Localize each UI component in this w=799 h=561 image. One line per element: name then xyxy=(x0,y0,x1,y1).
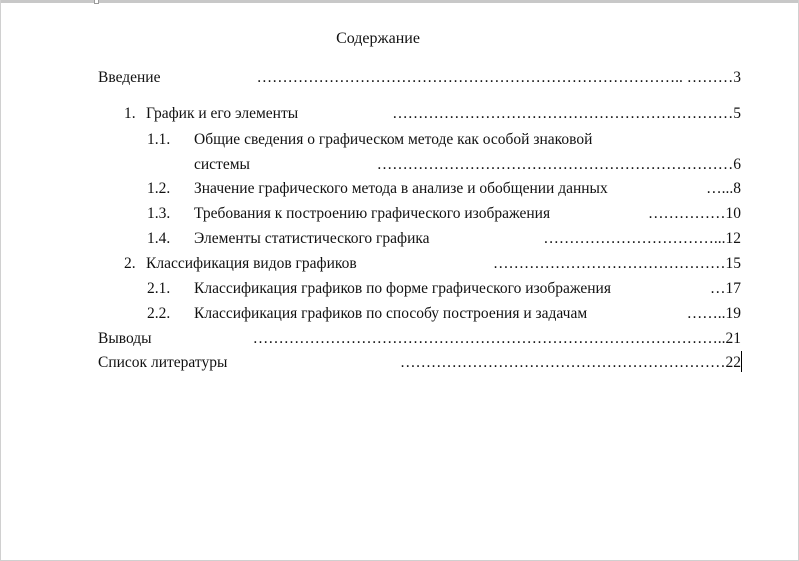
toc-leader: … xyxy=(710,280,726,297)
toc-label: Классификация видов графиков xyxy=(146,255,357,272)
toc-leader: ……………………………………………………… xyxy=(400,354,726,371)
toc-page-number: 3 xyxy=(733,69,741,86)
toc-page-number: 10 xyxy=(725,205,741,222)
toc-leader: ……………………………………………………………………….. ……… xyxy=(256,69,734,86)
ruler-strip xyxy=(0,0,799,3)
toc-leader-page xyxy=(702,177,741,201)
toc-leader-page xyxy=(487,227,741,251)
toc-entry-1-1 xyxy=(147,128,741,152)
toc-leader-page xyxy=(704,277,741,301)
toc-leader-page xyxy=(165,327,741,351)
text-cursor xyxy=(741,351,742,372)
toc-leader-page xyxy=(672,302,741,326)
toc-number: 1.1. xyxy=(147,131,171,148)
toc-entry-1-4 xyxy=(147,227,741,251)
toc-entry-references xyxy=(98,351,741,375)
toc-page-number: 6 xyxy=(733,156,741,173)
toc-entry-2-2 xyxy=(147,302,741,326)
indent-marker-icon[interactable] xyxy=(94,0,99,4)
toc-entry-2 xyxy=(124,252,741,276)
toc-page-number: 12 xyxy=(725,230,741,247)
toc-number: 1.3. xyxy=(147,205,171,222)
toc-number: 2.2. xyxy=(147,305,171,322)
toc-number: 2. xyxy=(124,255,136,272)
toc-page-number: 5 xyxy=(733,105,741,122)
toc-entry-intro xyxy=(98,66,741,90)
toc-label: Классификация графиков по форме графического изображения xyxy=(194,280,611,297)
toc-label: Значение графического метода в анализе и обобщении данных xyxy=(194,180,608,197)
toc-entry-conclusions xyxy=(98,327,741,351)
toc-leader: ………………………………………………………… xyxy=(392,105,734,122)
toc-label: Элементы статистического графика xyxy=(194,230,430,247)
toc-leader-page xyxy=(632,202,741,226)
toc-leader: ……………………………………… xyxy=(493,255,726,272)
toc-number: 1.2. xyxy=(147,180,171,197)
toc-page-number: 21 xyxy=(725,330,741,347)
toc-leader-page xyxy=(334,102,741,126)
toc-number: 1. xyxy=(124,105,136,122)
toc-page-number: 19 xyxy=(725,305,741,322)
toc-label: Общие сведения о графическом методе как особой знаковой xyxy=(194,131,593,148)
toc-number: 1.4. xyxy=(147,230,171,247)
toc-number: 2.1. xyxy=(147,280,171,297)
toc-leader: …….. xyxy=(686,305,726,322)
toc-entry-1 xyxy=(124,102,741,126)
page-border-left xyxy=(0,0,1,561)
toc-page-number: 22 xyxy=(725,354,741,371)
toc-leader: …... xyxy=(706,180,734,197)
toc-entry-2-1 xyxy=(147,277,741,301)
toc-leader: …………………………………………………………… xyxy=(376,156,734,173)
toc-leader-page xyxy=(410,252,741,276)
toc-page-number: 8 xyxy=(733,180,741,197)
toc-leader-page xyxy=(176,66,741,90)
toc-leader: …………… xyxy=(648,205,726,222)
toc-page-number: 15 xyxy=(725,255,741,272)
toc-entry-1-1-continuation xyxy=(194,153,741,177)
toc-leader-page xyxy=(256,351,741,375)
toc-leader: ……………………………………………………………………………….. xyxy=(252,330,726,347)
toc-leader-page xyxy=(264,153,741,177)
toc-label: Требования к построению графического изображения xyxy=(194,205,551,222)
toc-leader: ……………………………... xyxy=(543,230,726,247)
toc-title: Содержание xyxy=(336,30,420,47)
toc-label: Список литературы xyxy=(98,354,228,371)
toc-label: Введение xyxy=(98,69,161,86)
toc-entry-1-2 xyxy=(147,177,741,201)
toc-entry-1-3 xyxy=(147,202,741,226)
toc-label: График и его элементы xyxy=(146,105,299,122)
toc-label: Классификация графиков по способу построения и задачам xyxy=(194,305,588,322)
toc-label: Выводы xyxy=(98,330,152,347)
toc-page-number: 17 xyxy=(725,280,741,297)
toc-label: системы xyxy=(194,156,250,173)
